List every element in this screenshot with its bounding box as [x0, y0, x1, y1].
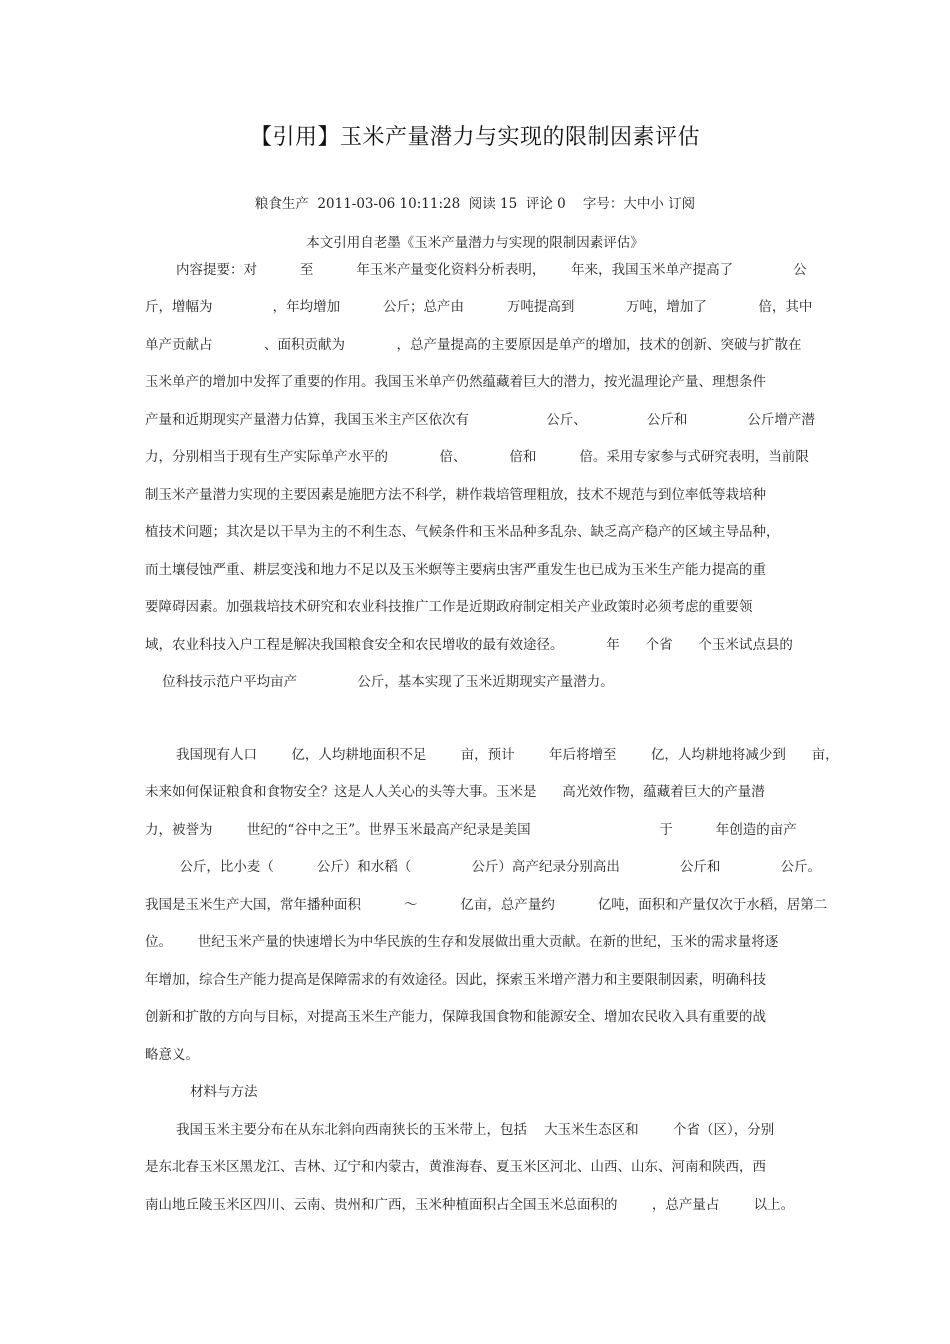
methods-line: 我国玉米主要分布在从东北斜向西南狭长的玉米带上，包括 大玉米生态区和 个省（区），分别 — [176, 1122, 775, 1138]
abstract-line: 单产贡献占 、面积贡献为 ，总产量提高的主要原因是单产的增加，技术的创新、突破与扩散在 — [145, 337, 802, 353]
abstract-line: 植技术问题；其次是以干旱为主的不利生态、气候条件和玉米品种多乱杂、缺乏高产稳产的区域主导品种， — [145, 524, 780, 540]
page-title: 【引用】玉米产量潜力与实现的限制因素评估 — [249, 125, 700, 150]
article-meta: 粮食生产 2011-03-06 10:11:28 阅读 15 评论 0 字号：大中小 订阅 — [254, 196, 696, 212]
abstract-line: 而土壤侵蚀严重、耕层变浅和地力不足以及玉米螟等主要病虫害严重发生也已成为玉米生产能力提高的重 — [145, 562, 766, 578]
abstract-line: 内容提要：对 至 年玉米产量变化资料分析表明， 年来，我国玉米单产提高了 公 — [176, 262, 807, 278]
methods-line: 是东北春玉米区黑龙江、吉林、辽宁和内蒙古，黄淮海春、夏玉米区河北、山西、山东、河南和陕西，西 — [145, 1159, 766, 1175]
intro-line: 我国是玉米生产大国，常年播种面积 ～ 亿亩，总产量约 亿吨，面积和产量仅次于水稻，居第二 — [145, 897, 828, 913]
abstract-line: 制玉米产量潜力实现的主要因素是施肥方法不科学，耕作栽培管理粗放，技术不规范与到位率低等栽培种 — [145, 487, 766, 503]
intro-line: 公斤，比小麦（ 公斤）和水稻（ 公斤）高产纪录分别高出 公斤和 公斤。 — [145, 859, 821, 875]
abstract-line: 力，分别相当于现有生产实际单产水平的 倍、 倍和 倍。采用专家参与式研究表明，当前限 — [145, 449, 809, 465]
intro-line: 创新和扩散的方向与目标，对提高玉米生产能力，保障我国食物和能源安全、增加农民收入具有重要的战 — [145, 1009, 766, 1025]
intro-line: 我国现有人口 亿，人均耕地面积不足 亩，预计 年后将增至 亿，人均耕地将减少到 亩， — [176, 747, 839, 763]
citation-line: 本文引用自老墨《玉米产量潜力与实现的限制因素评估》 — [306, 235, 644, 251]
intro-line: 力，被誉为 世纪的“谷中之王”。世界玉米最高产纪录是美国 于 年创造的亩产 — [145, 822, 797, 838]
intro-line: 未来如何保证粮食和食物安全？这是人人关心的头等大事。玉米是 高光效作物，蕴藏着巨大的产量潜 — [145, 784, 765, 800]
abstract-line: 玉米单产的增加中发挥了重要的作用。我国玉米单产仍然蕴藏着巨大的潜力，按光温理论产量、理想条件 — [145, 374, 766, 390]
abstract-line: 位科技示范户平均亩产 公斤，基本实现了玉米近期现实产量潜力。 — [145, 674, 614, 690]
abstract-line: 斤，增幅为 ，年均增加 公斤；总产由 万吨提高到 万吨，增加了 倍，其中 — [145, 299, 813, 315]
section-heading: 材料与方法 — [190, 1084, 258, 1100]
intro-line: 位。 世纪玉米产量的快速增长为中华民族的生存和发展做出重大贡献。在新的世纪，玉米的需求量将逐 — [145, 934, 779, 950]
abstract-line: 要障碍因素。加强栽培技术研究和农业科技推广工作是近期政府制定相关产业政策时必须考虑的重要领 — [145, 599, 753, 615]
methods-line: 南山地丘陵玉米区四川、云南、贵州和广西，玉米种植面积占全国玉米总面积的 ，总产量占 以上。 — [145, 1197, 795, 1213]
abstract-line: 域，农业科技入户工程是解决我国粮食安全和农民增收的最有效途径。 年 个省 个玉米试点县的 — [145, 637, 793, 653]
intro-line: 年增加，综合生产能力提高是保障需求的有效途径。因此，探索玉米增产潜力和主要限制因素，明确科技 — [145, 972, 766, 988]
intro-line: 略意义。 — [145, 1047, 199, 1063]
abstract-line: 产量和近期现实产量潜力估算，我国玉米主产区依次有 公斤、 公斤和 公斤增产潜 — [145, 412, 815, 428]
